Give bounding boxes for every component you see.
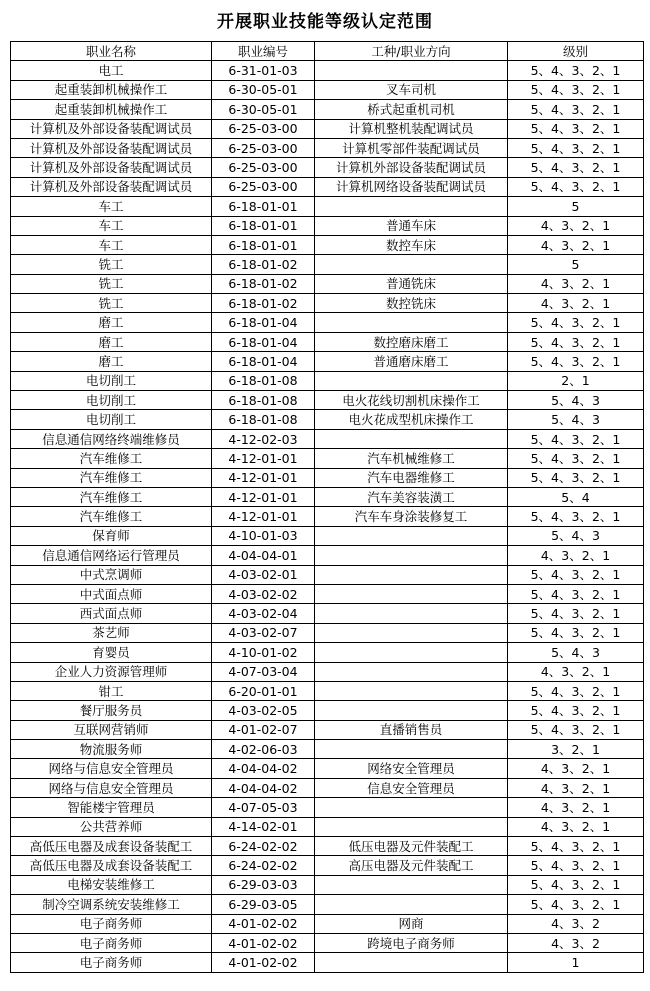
cell-occupation-name: 起重装卸机械操作工 [11,80,212,99]
cell-occupation-code: 6-18-01-02 [212,274,315,293]
cell-occupation-code: 6-18-01-08 [212,391,315,410]
cell-occupation-name: 计算机及外部设备装配调试员 [11,138,212,157]
table-row [11,817,644,836]
table-row [11,681,644,700]
cell-level: 5、4、3、2、1 [508,507,644,526]
page-title: 开展职业技能等级认定范围 [217,12,433,32]
cell-occupation-code: 6-29-03-05 [212,895,315,914]
table-row [11,274,644,293]
cell-level: 5、4、3、2、1 [508,584,644,603]
cell-occupation-code: 6-18-01-08 [212,410,315,429]
cell-work-type [315,526,508,545]
cell-level: 4、3、2、1 [508,759,644,778]
cell-work-type: 普通磨床磨工 [315,352,508,371]
cell-level: 5、4、3、2、1 [508,313,644,332]
cell-work-type: 计算机整机装配调试员 [315,119,508,138]
cell-work-type [315,313,508,332]
cell-work-type: 高压电器及元件装配工 [315,856,508,875]
cell-occupation-code: 4-12-01-01 [212,449,315,468]
cell-work-type [315,740,508,759]
cell-level: 5、4、3、2、1 [508,604,644,623]
cell-occupation-code: 4-07-05-03 [212,798,315,817]
table-row [11,933,644,952]
cell-occupation-code: 4-03-02-02 [212,584,315,603]
cell-occupation-name: 车工 [11,235,212,254]
cell-occupation-code: 4-01-02-02 [212,953,315,972]
cell-occupation-code: 6-18-01-04 [212,313,315,332]
table-row [11,623,644,642]
cell-work-type [315,565,508,584]
cell-level: 4、3、2、1 [508,274,644,293]
cell-work-type [315,953,508,972]
cell-work-type: 网络安全管理员 [315,759,508,778]
cell-level: 5、4、3、2、1 [508,701,644,720]
cell-occupation-code: 4-01-02-02 [212,933,315,952]
cell-work-type: 跨境电子商务师 [315,933,508,952]
table-row [11,507,644,526]
cell-occupation-name: 起重装卸机械操作工 [11,100,212,119]
cell-level: 4、3、2、1 [508,546,644,565]
cell-work-type [315,701,508,720]
cell-occupation-name: 电子商务师 [11,933,212,952]
cell-work-type [315,584,508,603]
cell-occupation-code: 6-30-05-01 [212,80,315,99]
cell-occupation-name: 汽车维修工 [11,468,212,487]
table-row [11,177,644,196]
cell-occupation-name: 车工 [11,197,212,216]
table-row [11,778,644,797]
cell-occupation-code: 6-30-05-01 [212,100,315,119]
cell-occupation-name: 保育师 [11,526,212,545]
cell-work-type [315,798,508,817]
cell-occupation-code: 6-25-03-00 [212,158,315,177]
cell-level: 5、4、3 [508,526,644,545]
cell-level: 3、2、1 [508,740,644,759]
table-row [11,740,644,759]
cell-occupation-code: 4-02-06-03 [212,740,315,759]
table-row [11,429,644,448]
cell-occupation-name: 网络与信息安全管理员 [11,778,212,797]
cell-work-type: 电火花线切割机床操作工 [315,391,508,410]
cell-occupation-name: 电子商务师 [11,953,212,972]
cell-level: 5、4、3、2、1 [508,837,644,856]
cell-work-type: 信息安全管理员 [315,778,508,797]
cell-level: 4、3、2、1 [508,778,644,797]
cell-work-type: 直播销售员 [315,720,508,739]
cell-work-type: 汽车机械维修工 [315,449,508,468]
cell-occupation-code: 4-01-02-07 [212,720,315,739]
cell-level: 4、3、2、1 [508,294,644,313]
cell-level: 4、3、2 [508,933,644,952]
cell-occupation-code: 4-01-02-02 [212,914,315,933]
cell-occupation-name: 钳工 [11,681,212,700]
cell-occupation-name: 制冷空调系统安装维修工 [11,895,212,914]
cell-work-type [315,546,508,565]
table-row [11,235,644,254]
cell-level: 1 [508,953,644,972]
cell-work-type: 普通车床 [315,216,508,235]
table-row [11,449,644,468]
table-row [11,546,644,565]
cell-occupation-code: 4-14-02-01 [212,817,315,836]
cell-occupation-code: 6-18-01-01 [212,216,315,235]
table-row [11,895,644,914]
cell-level: 5、4、3、2、1 [508,158,644,177]
table-row [11,138,644,157]
table-row [11,837,644,856]
cell-work-type [315,429,508,448]
cell-occupation-name: 计算机及外部设备装配调试员 [11,177,212,196]
cell-occupation-name: 计算机及外部设备装配调试员 [11,158,212,177]
table-row [11,158,644,177]
table-row [11,255,644,274]
cell-work-type [315,681,508,700]
cell-occupation-code: 4-03-02-04 [212,604,315,623]
table-row [11,313,644,332]
cell-occupation-name: 物流服务师 [11,740,212,759]
header-occupation-code: 职业编号 [212,42,315,61]
cell-level: 5、4、3、2、1 [508,449,644,468]
table-row [11,197,644,216]
table-row [11,294,644,313]
cell-occupation-code: 4-04-04-02 [212,759,315,778]
cell-level: 5、4、3 [508,643,644,662]
cell-occupation-name: 中式烹调师 [11,565,212,584]
cell-level: 5、4、3、2、1 [508,80,644,99]
cell-level: 5、4、3、2、1 [508,875,644,894]
cell-occupation-name: 铣工 [11,255,212,274]
cell-occupation-name: 茶艺师 [11,623,212,642]
cell-level: 4、3、2、1 [508,798,644,817]
table-row [11,604,644,623]
cell-work-type: 计算机外部设备装配调试员 [315,158,508,177]
cell-occupation-name: 铣工 [11,294,212,313]
cell-occupation-name: 电切削工 [11,371,212,390]
table-row [11,953,644,972]
cell-occupation-code: 6-24-02-02 [212,856,315,875]
cell-occupation-code: 4-04-04-01 [212,546,315,565]
table-row [11,371,644,390]
cell-work-type: 数控磨床磨工 [315,332,508,351]
table-row [11,584,644,603]
table-row [11,80,644,99]
certification-scope-table [10,41,644,973]
cell-work-type [315,371,508,390]
table-body [11,61,644,972]
table-row [11,643,644,662]
cell-level: 4、3、2 [508,914,644,933]
table-row [11,332,644,351]
cell-occupation-name: 信息通信网络运行管理员 [11,546,212,565]
cell-occupation-code: 6-25-03-00 [212,138,315,157]
cell-occupation-code: 4-12-01-01 [212,507,315,526]
table-row [11,662,644,681]
cell-occupation-name: 电工 [11,61,212,80]
cell-occupation-name: 汽车维修工 [11,507,212,526]
cell-occupation-code: 6-24-02-02 [212,837,315,856]
cell-level: 5、4、3、2、1 [508,332,644,351]
cell-occupation-code: 6-18-01-01 [212,197,315,216]
cell-occupation-name: 汽车维修工 [11,487,212,506]
table-row [11,875,644,894]
cell-work-type [315,197,508,216]
cell-level: 5、4、3、2、1 [508,856,644,875]
cell-level: 5、4、3、2、1 [508,177,644,196]
cell-occupation-name: 网络与信息安全管理员 [11,759,212,778]
table-row [11,487,644,506]
cell-work-type: 叉车司机 [315,80,508,99]
cell-occupation-name: 企业人力资源管理师 [11,662,212,681]
cell-work-type [315,817,508,836]
cell-occupation-code: 4-03-02-05 [212,701,315,720]
cell-work-type: 网商 [315,914,508,933]
cell-occupation-name: 磨工 [11,352,212,371]
cell-occupation-code: 6-18-01-04 [212,352,315,371]
cell-occupation-name: 互联网营销师 [11,720,212,739]
cell-occupation-code: 4-07-03-04 [212,662,315,681]
cell-occupation-name: 铣工 [11,274,212,293]
table-row [11,565,644,584]
header-level: 级别 [508,42,644,61]
table-row [11,391,644,410]
cell-level: 5 [508,197,644,216]
cell-occupation-name: 电切削工 [11,410,212,429]
cell-level: 5、4、3、2、1 [508,895,644,914]
table-row [11,61,644,80]
cell-work-type: 汽车电器维修工 [315,468,508,487]
cell-work-type [315,623,508,642]
cell-occupation-name: 公共营养师 [11,817,212,836]
cell-work-type: 数控铣床 [315,294,508,313]
cell-occupation-code: 4-10-01-02 [212,643,315,662]
cell-work-type: 低压电器及元件装配工 [315,837,508,856]
cell-occupation-name: 高低压电器及成套设备装配工 [11,856,212,875]
cell-level: 5、4、3、2、1 [508,352,644,371]
table-row [11,526,644,545]
cell-work-type: 计算机零部件装配调试员 [315,138,508,157]
cell-occupation-code: 4-03-02-07 [212,623,315,642]
cell-occupation-code: 6-18-01-02 [212,255,315,274]
cell-level: 5、4、3、2、1 [508,429,644,448]
cell-level: 5、4、3、2、1 [508,138,644,157]
cell-occupation-name: 电切削工 [11,391,212,410]
cell-level: 5 [508,255,644,274]
cell-occupation-code: 6-29-03-03 [212,875,315,894]
cell-work-type: 数控车床 [315,235,508,254]
cell-work-type [315,61,508,80]
cell-level: 4、3、2、1 [508,235,644,254]
cell-level: 5、4、3、2、1 [508,119,644,138]
cell-occupation-name: 西式面点师 [11,604,212,623]
cell-level: 5、4、3 [508,410,644,429]
table-row [11,216,644,235]
cell-occupation-code: 6-25-03-00 [212,119,315,138]
cell-level: 5、4、3 [508,391,644,410]
cell-work-type [315,662,508,681]
cell-level: 5、4、3、2、1 [508,720,644,739]
cell-level: 4、3、2、1 [508,216,644,235]
table-row [11,468,644,487]
cell-work-type [315,255,508,274]
cell-level: 5、4、3、2、1 [508,100,644,119]
cell-work-type: 汽车车身涂装修复工 [315,507,508,526]
cell-work-type [315,895,508,914]
cell-occupation-name: 汽车维修工 [11,449,212,468]
cell-occupation-name: 磨工 [11,313,212,332]
cell-occupation-name: 育婴员 [11,643,212,662]
cell-level: 5、4 [508,487,644,506]
cell-occupation-code: 4-10-01-03 [212,526,315,545]
cell-occupation-code: 4-12-01-01 [212,487,315,506]
cell-work-type [315,643,508,662]
cell-work-type [315,875,508,894]
cell-occupation-code: 6-18-01-08 [212,371,315,390]
cell-work-type: 计算机网络设备装配调试员 [315,177,508,196]
cell-occupation-name: 电梯安装维修工 [11,875,212,894]
table-row [11,410,644,429]
cell-occupation-name: 中式面点师 [11,584,212,603]
cell-occupation-code: 6-18-01-02 [212,294,315,313]
cell-work-type: 桥式起重机司机 [315,100,508,119]
header-occupation-name: 职业名称 [11,42,212,61]
cell-occupation-name: 智能楼宇管理员 [11,798,212,817]
table-row [11,856,644,875]
table-row [11,720,644,739]
cell-occupation-code: 6-25-03-00 [212,177,315,196]
table-header-row [11,42,644,61]
cell-level: 5、4、3、2、1 [508,61,644,80]
table-row [11,759,644,778]
cell-occupation-code: 4-03-02-01 [212,565,315,584]
cell-level: 4、3、2、1 [508,817,644,836]
cell-occupation-code: 4-12-01-01 [212,468,315,487]
cell-level: 5、4、3、2、1 [508,681,644,700]
cell-level: 2、1 [508,371,644,390]
table-row [11,119,644,138]
cell-occupation-code: 6-20-01-01 [212,681,315,700]
cell-level: 5、4、3、2、1 [508,565,644,584]
cell-occupation-name: 车工 [11,216,212,235]
header-work-type: 工种/职业方向 [315,42,508,61]
cell-occupation-code: 6-18-01-04 [212,332,315,351]
cell-occupation-name: 计算机及外部设备装配调试员 [11,119,212,138]
cell-occupation-name: 信息通信网络终端维修员 [11,429,212,448]
cell-occupation-name: 餐厅服务员 [11,701,212,720]
cell-occupation-code: 4-04-04-02 [212,778,315,797]
table-row [11,352,644,371]
cell-occupation-code: 4-12-02-03 [212,429,315,448]
table-row [11,798,644,817]
cell-occupation-name: 磨工 [11,332,212,351]
cell-level: 5、4、3、2、1 [508,623,644,642]
cell-occupation-name: 电子商务师 [11,914,212,933]
cell-occupation-code: 6-18-01-01 [212,235,315,254]
cell-work-type: 电火花成型机床操作工 [315,410,508,429]
cell-level: 5、4、3、2、1 [508,468,644,487]
table-row [11,701,644,720]
cell-work-type: 汽车美容装潢工 [315,487,508,506]
cell-level: 4、3、2、1 [508,662,644,681]
cell-work-type: 普通铣床 [315,274,508,293]
table-row [11,100,644,119]
table-row [11,914,644,933]
cell-work-type [315,604,508,623]
cell-occupation-code: 6-31-01-03 [212,61,315,80]
cell-occupation-name: 高低压电器及成套设备装配工 [11,837,212,856]
